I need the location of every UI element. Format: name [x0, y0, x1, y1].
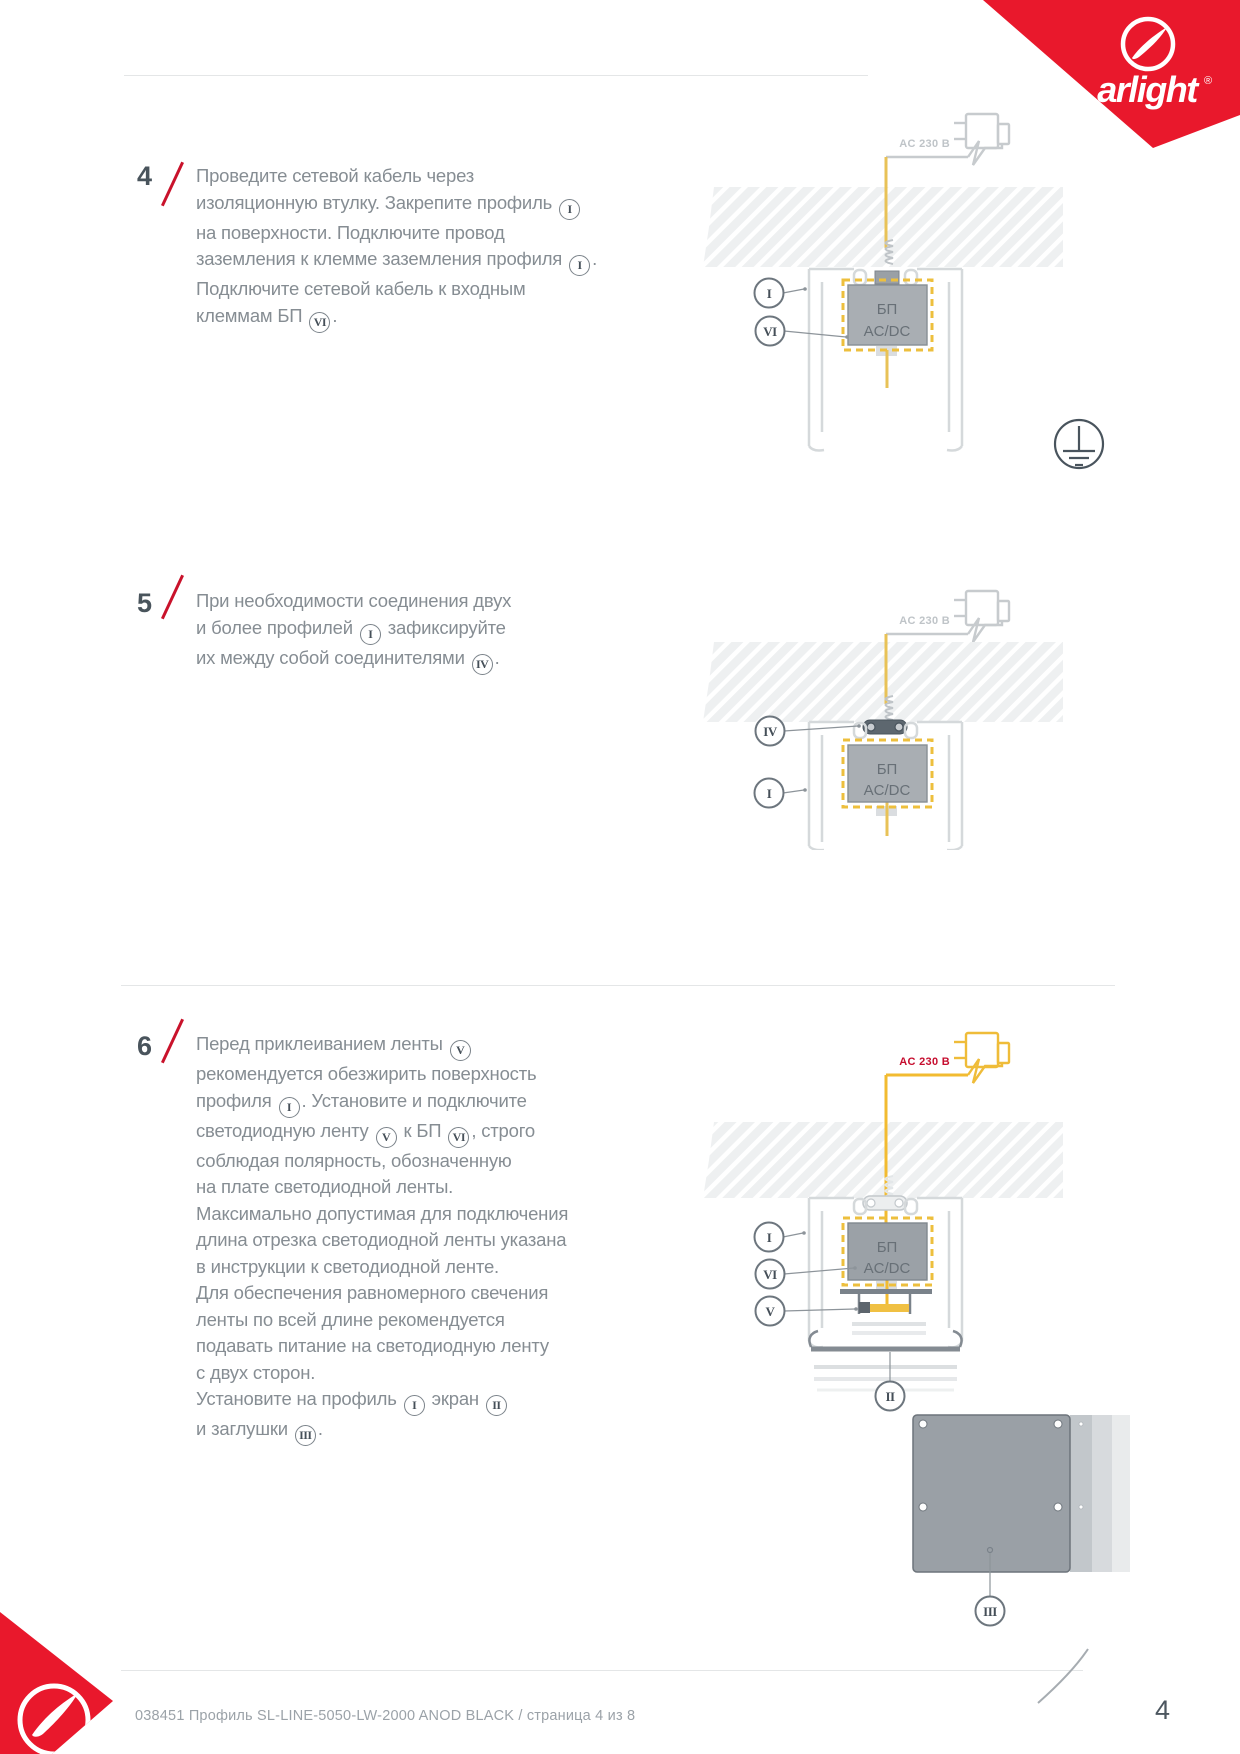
step-6-text: Перед приклеиванием ленты V рекомендуется обезжирить поверхность профиля I . Установите и подключите светодиодную ленту V к БП VI , строго соблюдая полярность, обозначенную на плате светодиодной ленты. Максимально допустимая для подключения длина отрезка светодиодной ленты указана в инструкции к светодиодной ленте. Для обеспечения равномерного свечения ленты по всей длине рекомендуется подавать питание на светодиодную ленту с двух сторон. Установите на профиль I экран II и заглушки III .	[196, 1031, 568, 1446]
step-6-slash	[161, 1019, 184, 1064]
diagram-step-6	[700, 1030, 1140, 1650]
ac-voltage-label: AC 230 В	[899, 615, 950, 627]
connector	[863, 720, 907, 734]
footer-divider	[121, 1670, 1083, 1671]
psu-box	[843, 740, 932, 807]
diffuser-screen	[809, 1331, 961, 1390]
diagram-step-4	[700, 100, 1110, 475]
ceiling-slab	[703, 642, 1063, 722]
callout-strip	[756, 1297, 858, 1326]
circled-marker: I	[559, 199, 580, 220]
ceiling-slab	[703, 1122, 1063, 1198]
step-5-text: При необходимости соединения двух и более профилей I зафиксируйте их между собой соединителями IV .	[196, 588, 511, 675]
circled-marker: IV	[472, 654, 493, 675]
svg-text:VI: VI	[763, 1267, 777, 1282]
corner-banner	[0, 1600, 130, 1754]
circled-marker: II	[486, 1395, 507, 1416]
svg-text:IV: IV	[763, 724, 777, 739]
psu-box	[843, 280, 932, 350]
page-number: 4	[1154, 1695, 1170, 1725]
callout-profile	[755, 779, 807, 808]
step-5-number: 5	[136, 588, 152, 618]
ceiling-slab	[703, 187, 1063, 267]
step-4-number: 4	[136, 161, 152, 191]
svg-text:III: III	[983, 1604, 997, 1619]
circled-marker: I	[279, 1097, 300, 1118]
connector	[863, 1196, 907, 1210]
svg-text:БП: БП	[876, 301, 898, 318]
svg-text:AC/DC: AC/DC	[863, 782, 911, 799]
ground-icon	[1055, 420, 1103, 468]
ac-voltage-label: AC 230 В	[899, 138, 950, 150]
svg-text:I: I	[766, 286, 772, 301]
page-number-slash	[1028, 1645, 1098, 1707]
cable-gland	[875, 271, 899, 284]
ac-voltage-label: AC 230 В	[899, 1056, 950, 1068]
circled-marker: III	[295, 1425, 316, 1446]
callout-screen	[876, 1352, 905, 1411]
callout-profile	[755, 1223, 806, 1252]
brand-wordmark: arlight	[1097, 69, 1197, 110]
svg-text:БП: БП	[876, 761, 898, 778]
corner-banner-shape	[0, 1612, 113, 1754]
registered-mark: ®	[1204, 75, 1213, 87]
circled-marker: VI	[448, 1127, 469, 1148]
svg-text:I: I	[766, 786, 772, 801]
diagram-step-5	[700, 520, 1110, 850]
svg-text:AC/DC: AC/DC	[863, 1260, 911, 1277]
svg-text:БП: БП	[876, 1239, 898, 1256]
circled-marker: I	[404, 1395, 425, 1416]
circled-marker: I	[569, 255, 590, 276]
psu-box	[843, 1218, 932, 1285]
step-5-slash	[161, 575, 184, 620]
svg-text:I: I	[766, 1230, 772, 1245]
end-cap	[913, 1415, 1130, 1572]
svg-text:II: II	[885, 1389, 895, 1404]
svg-text:V: V	[765, 1304, 775, 1319]
callout-psu	[756, 317, 849, 346]
svg-text:VI: VI	[763, 324, 777, 339]
callout-profile	[755, 279, 807, 308]
section-divider	[121, 985, 1115, 986]
step-6-number: 6	[136, 1031, 152, 1061]
circled-marker: I	[360, 624, 381, 645]
step-4-text: Проведите сетевой кабель через изоляционную втулку. Закрепите профиль I на поверхности. Подключите провод заземления к клемме заземления профиля I . Подключите сетевой кабель к входным клеммам БП VI .	[196, 163, 597, 333]
circled-marker: VI	[309, 312, 330, 333]
circled-marker: V	[450, 1040, 471, 1061]
footer-doc-line: 038451 Профиль SL-LINE-5050-LW-2000 ANOD BLACK / страница 4 из 8	[135, 1708, 636, 1724]
circled-marker: V	[376, 1127, 397, 1148]
step-4-slash	[161, 162, 184, 207]
top-divider	[124, 75, 868, 76]
svg-text:AC/DC: AC/DC	[863, 323, 911, 340]
